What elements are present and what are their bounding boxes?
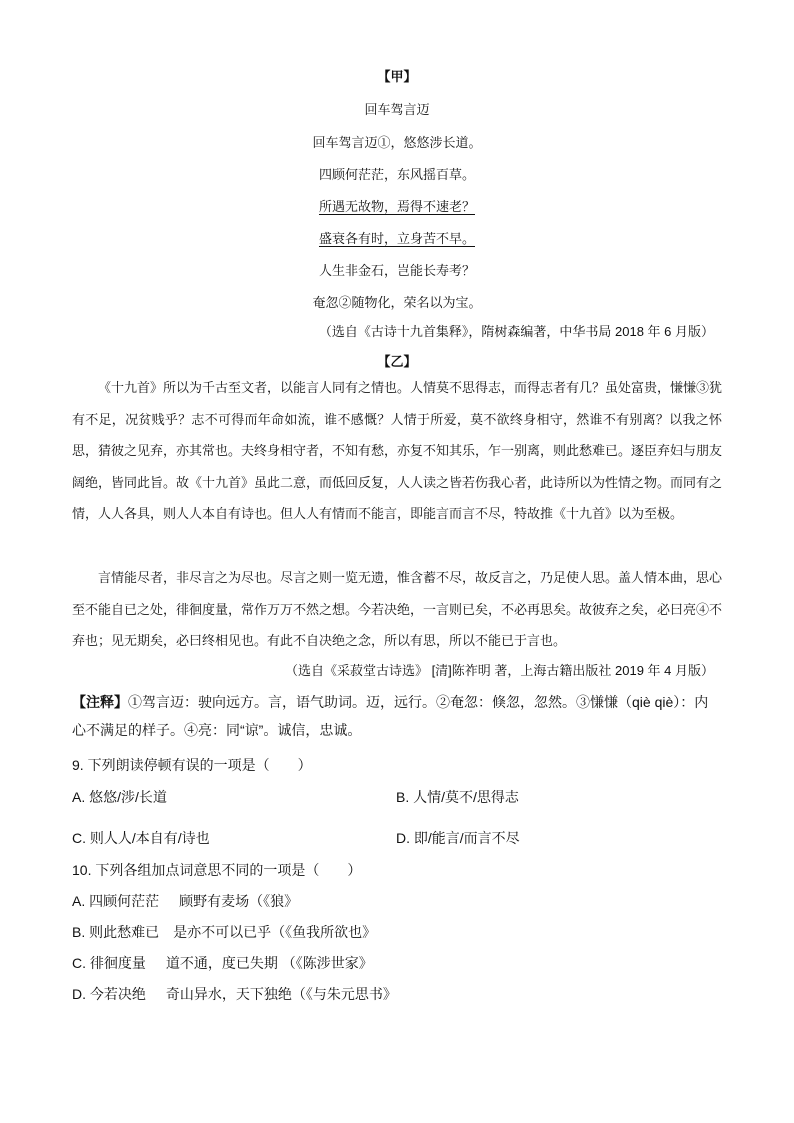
underlined-poem-line: 盛衰各有时，立身苦不早。	[318, 232, 475, 247]
poem-line	[0, 196, 794, 215]
poem-line: 回车驾言迈①，悠悠涉长道。	[312, 136, 482, 151]
poem-line	[0, 228, 794, 247]
poem-line: 人生非金石，岂能长寿考？	[318, 264, 475, 279]
option-b: B. 则此愁难已 是亦不可以已乎（《鱼我所欲也》	[72, 924, 377, 940]
option-b: B. 人情/莫不/思得志	[396, 789, 519, 805]
poem-line: 奄忽②随物化，荣名以为宝。	[312, 296, 482, 311]
option-a: A. 四顾何茫茫 顾野有麦场（《狼》	[72, 893, 299, 909]
underlined-poem-line: 所遇无故物，焉得不速老？	[318, 200, 475, 215]
option-a: A. 悠悠/涉/长道	[72, 789, 167, 805]
prose-paragraph	[72, 373, 722, 531]
section-heading-jia: 【甲】	[377, 70, 417, 85]
annotation-block	[72, 688, 722, 744]
annotation-label: 【注释】	[72, 694, 128, 710]
poem-title: 回车驾言迈	[364, 103, 430, 118]
source-citation-jia: （选自《古诗十九首集释》，隋树森编著，中华书局 2018 年 6 月版）	[318, 324, 714, 339]
question-9-stem: 9. 下列朗读停顿有误的一项是（ ）	[72, 757, 312, 773]
section-heading-yi: 【乙】	[377, 355, 417, 370]
poem-line: 四顾何茫茫，东风摇百草。	[318, 168, 475, 183]
option-d: D. 今若决绝 奇山异水，天下独绝（《与朱元思书》	[72, 986, 397, 1002]
option-d: D. 即/能言/而言不尽	[396, 830, 520, 846]
source-citation-yi: （选自《采菽堂古诗选》 [清]陈祚明 著，上海古籍出版社 2019 年 4 月版）	[284, 663, 714, 678]
option-c: C. 徘徊度量 道不通，度已失期 （《陈涉世家》	[72, 955, 373, 971]
annotation-text: ①驾言迈：驶向远方。言，语气助词。迈，远行。②奄忽：倏忽，忽然。③慊慊（qiè qiè）：内心不满足的样子。④亮：同“谅”。诚信，忠诚。	[72, 694, 709, 738]
option-c: C. 则人人/本自有/诗也	[72, 830, 210, 846]
paragraph-text: 言情能尽者，非尽言之为尽也。尽言之则一览无遗，惟含蓄不尽，故反言之，乃足使人思。盖人情本曲，思心至不能自已之处，徘徊度量，常作万万不然之想。今若决绝，一言则已矣，不必再思矣。故彼弃之矣，必曰亮④不弃也；见无期矣，必曰终相见也。有此不自决绝之念，所以有思，所以不能已于言也。	[72, 571, 723, 649]
paragraph-text: 《十九首》所以为千古至文者，以能言人同有之情也。人情莫不思得志，而得志者有几？虽处富贵，慊慊③犹有不足，况贫贱乎？志不可得而年命如流，谁不感慨？人情于所爱，莫不欲终身相守，然谁不有别离？以我之怀思，猜彼之见弃，亦其常也。夫终身相守者，不知有愁，亦复不知其乐，乍一别离，则此愁难已。逐臣弃妇与朋友阔绝，皆同此旨。故《十九首》虽此二意，而低回反复，人人读之皆若伤我心者，此诗所以为性情之物。而同有之情，人人各具，则人人本自有诗也。但人人有情而不能言，即能言而言不尽，特故推《十九首》以为至极。	[72, 381, 723, 522]
prose-paragraph	[72, 563, 722, 658]
question-10-stem: 10. 下列各组加点词意思不同的一项是（ ）	[72, 862, 362, 878]
